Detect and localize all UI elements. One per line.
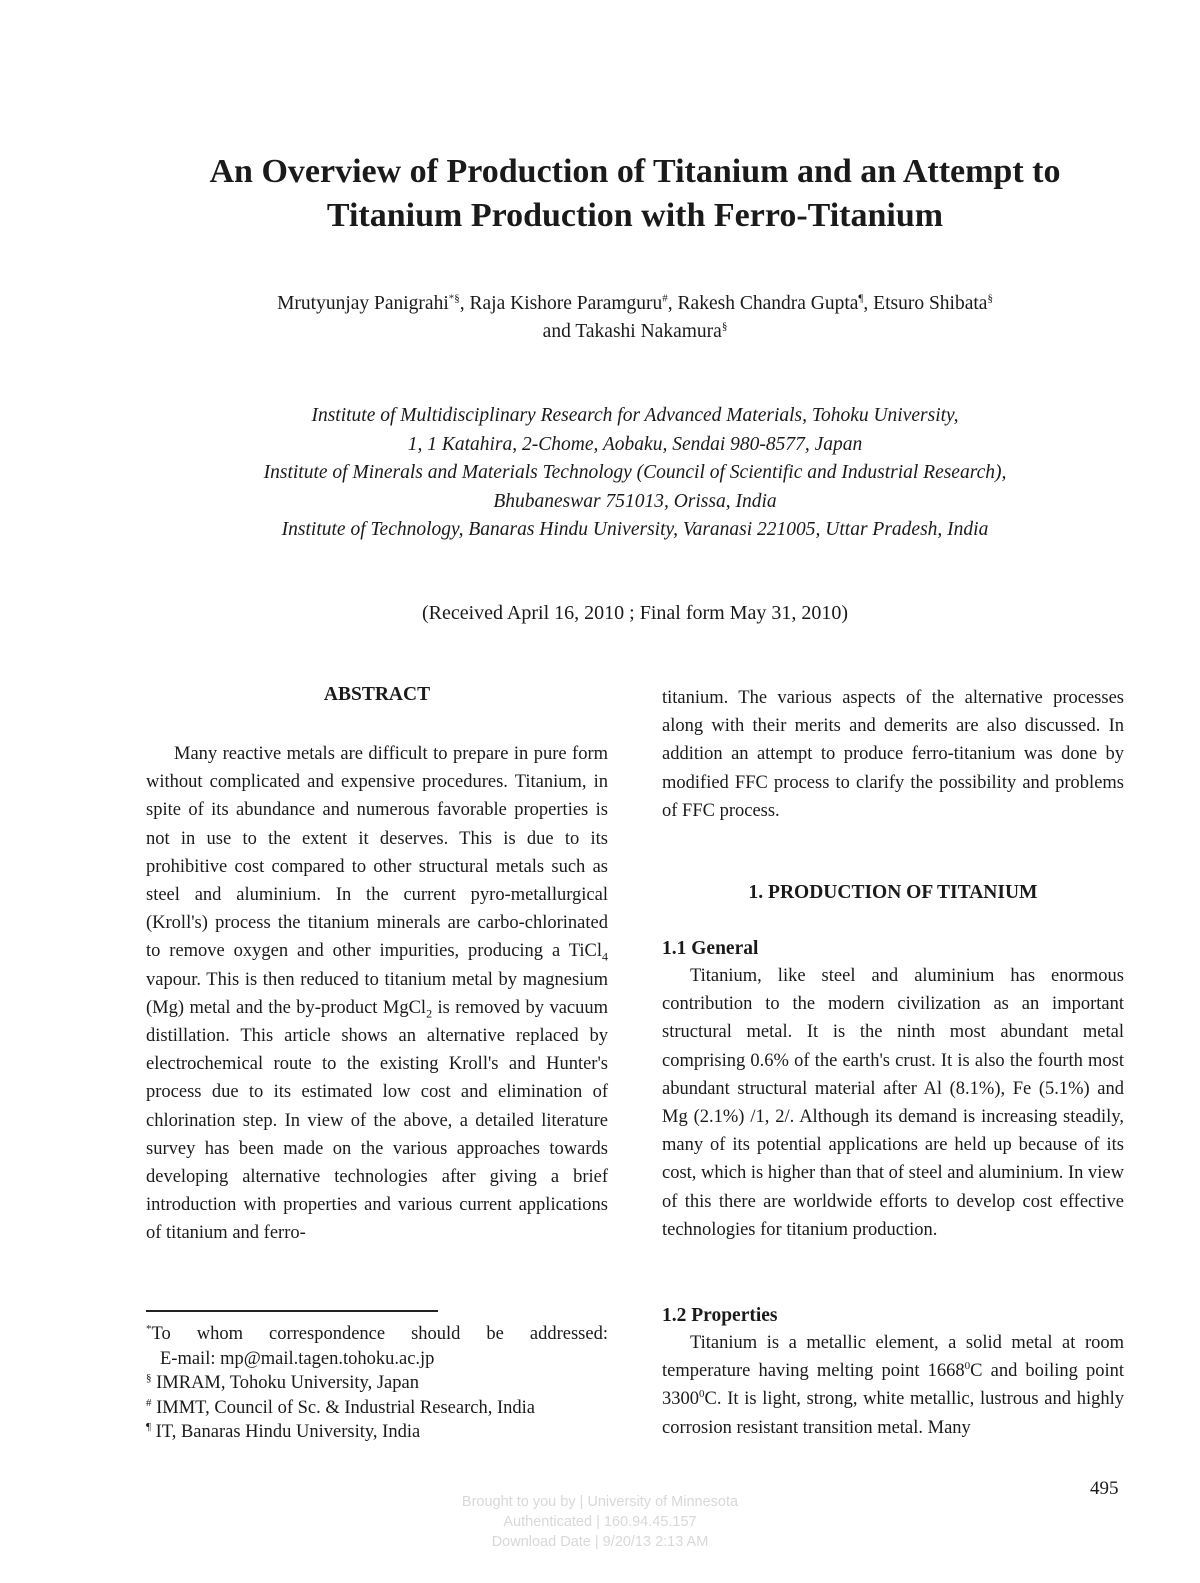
author-line-1 (140, 290, 1130, 318)
author-list (140, 290, 1130, 346)
affiliation-line: Institute of Minerals and Materials Technology (Council of Scientific and Industrial Research), (263, 462, 1007, 483)
watermark-line-2: Authenticated | 160.94.45.157 (503, 1514, 697, 1530)
author-4: , Etsuro Shibata (863, 293, 988, 314)
section-1-2-heading: 1.2 Properties (662, 1305, 778, 1326)
abstract-heading-wrap (146, 684, 608, 706)
abstract-continuation (662, 684, 1124, 825)
footnote-text: IMMT, Council of Sc. & Industrial Research, India (151, 1397, 535, 1418)
superscript: 0 (964, 1360, 971, 1373)
author-3: , Rakesh Chandra Gupta (667, 293, 859, 314)
author-line-2 (140, 318, 1130, 346)
section-1-1 (662, 938, 1124, 1244)
author-4-marks: § (987, 292, 993, 305)
footnote-imram (146, 1371, 608, 1396)
abstract-text-3: is removed by vacuum distillation. This article shows an alternative replaced by electrochemical route to the existing Kroll's and Hunter's process due to its estimated low cost and elimination of chlorination step. In view of the above, a detailed literature survey has been made on the various approaches towards developing alternative technologies after giving a brief introduction with properties and various current applications of titanium and ferro- (146, 997, 609, 1244)
footnote-mark: § (146, 1371, 152, 1384)
download-watermark (300, 1492, 900, 1552)
received-dates: (Received April 16, 2010 ; Final form May 31, 2010) (421, 602, 849, 624)
properties-text-2: C and boiling point 3300 (662, 1361, 1124, 1410)
author-5-marks: § (721, 320, 728, 333)
abstract-continuation-text: titanium. The various aspects of the alternative processes along with their merits and demerits are also discussed. In addition an attempt to produce ferro-titanium was done by modified FFC process to clarify the possibility and problems of FFC process. (662, 688, 1124, 821)
title-line-1: An Overview of Production of Titanium and an Attempt to (209, 153, 1061, 190)
footnote-immt (146, 1396, 608, 1421)
abstract-body (146, 740, 608, 1248)
subscript: 4 (602, 950, 608, 965)
affiliation-line: Bhubaneswar 751013, Orissa, India (493, 490, 777, 512)
affiliation-line: 1, 1 Katahira, 2-Chome, Aobaku, Sendai 980-8577, Japan (407, 433, 863, 455)
author-1-marks: *§ (448, 292, 460, 305)
section-1-2-text (662, 1329, 1124, 1442)
footnote-text: To whom correspondence should be addressed: (151, 1324, 608, 1344)
footnote-email: E-mail: mp@mail.tagen.tohoku.ac.jp (160, 1348, 435, 1369)
subscript: 2 (426, 1006, 433, 1021)
section-1-1-text: Titanium, like steel and aluminium has enormous contribution to the modern civilization as an important structural metal. It is the ninth most abundant metal comprising 0.6% of the earth's crust. It is also the fourth most abundant structural material after Al (8.1%), Fe (5.1%) and Mg (2.1%) /1, 2/. Although its demand is increasing steadily, many of its potential applications are held up because of its cost, which is higher than that of steel and aluminium. In view of this there are worldwide efforts to develop cost effective technologies for titanium production. (662, 966, 1124, 1240)
footnote-mark: # (146, 1396, 152, 1409)
watermark-line-1: Brought to you by | University of Minnesota (461, 1494, 739, 1510)
author-1: Mrutyunjay Panigrahi (277, 293, 449, 314)
footnote-mark: * (146, 1322, 152, 1335)
footnote-rule (146, 1310, 438, 1312)
affiliation-line: Institute of Multidisciplinary Research for Advanced Materials, Tohoku University, (311, 405, 959, 426)
abstract-text-1: Many reactive metals are difficult to prepare in pure form without complicated and expensive procedures. Titanium, in spite of its abundance and numerous favorable properties is not in use to the extent it deserves. This is due to its prohibitive cost compared to other structural metals such as steel and aluminium. In the current pyro-metallurgical (Kroll's) process the titanium minerals are carbo-chlorinated to remove oxygen and other impurities, producing a TiCl (146, 744, 608, 962)
section-1-heading: 1. PRODUCTION OF TITANIUM (748, 882, 1038, 903)
author-3-marks: ¶ (858, 292, 864, 305)
author-2: , Raja Kishore Paramguru (459, 293, 663, 314)
affiliations (140, 402, 1130, 545)
abstract-text-2: vapour. This is then reduced to titanium metal by magnesium (Mg) metal and the by-product MgCl (146, 969, 608, 1018)
footnote-mark: ¶ (146, 1420, 151, 1433)
affiliation-line: Institute of Technology, Banaras Hindu University, Varanasi 221005, Uttar Pradesh, India (281, 519, 989, 540)
footnote-text: IMRAM, Tohoku University, Japan (151, 1373, 419, 1393)
paper-title (140, 150, 1130, 238)
section-1-2 (662, 1305, 1124, 1442)
properties-text-3: C. It is light, strong, white metallic, lustrous and highly corrosion resistant transition metal. Many (662, 1389, 1124, 1438)
footnote-text: IT, Banaras Hindu University, India (150, 1422, 421, 1442)
page-number: 495 (1090, 1478, 1119, 1499)
abstract-heading: ABSTRACT (323, 684, 431, 705)
footnotes (146, 1322, 608, 1445)
author-2-marks: # (662, 292, 668, 305)
footnote-it (146, 1420, 608, 1445)
section-1-heading-wrap (662, 882, 1124, 904)
section-1-1-heading: 1.1 General (662, 938, 759, 959)
footnote-correspondence (146, 1322, 608, 1347)
properties-text-1: Titanium is a metallic element, a solid metal at room temperature having melting point 1668 (662, 1333, 1124, 1382)
abstract-paragraph (146, 740, 608, 1248)
watermark-line-3: Download Date | 9/20/13 2:13 AM (491, 1534, 709, 1550)
title-line-2: Titanium Production with Ferro-Titanium (326, 197, 944, 234)
author-5: and Takashi Nakamura (542, 321, 722, 342)
superscript: 0 (699, 1388, 705, 1401)
